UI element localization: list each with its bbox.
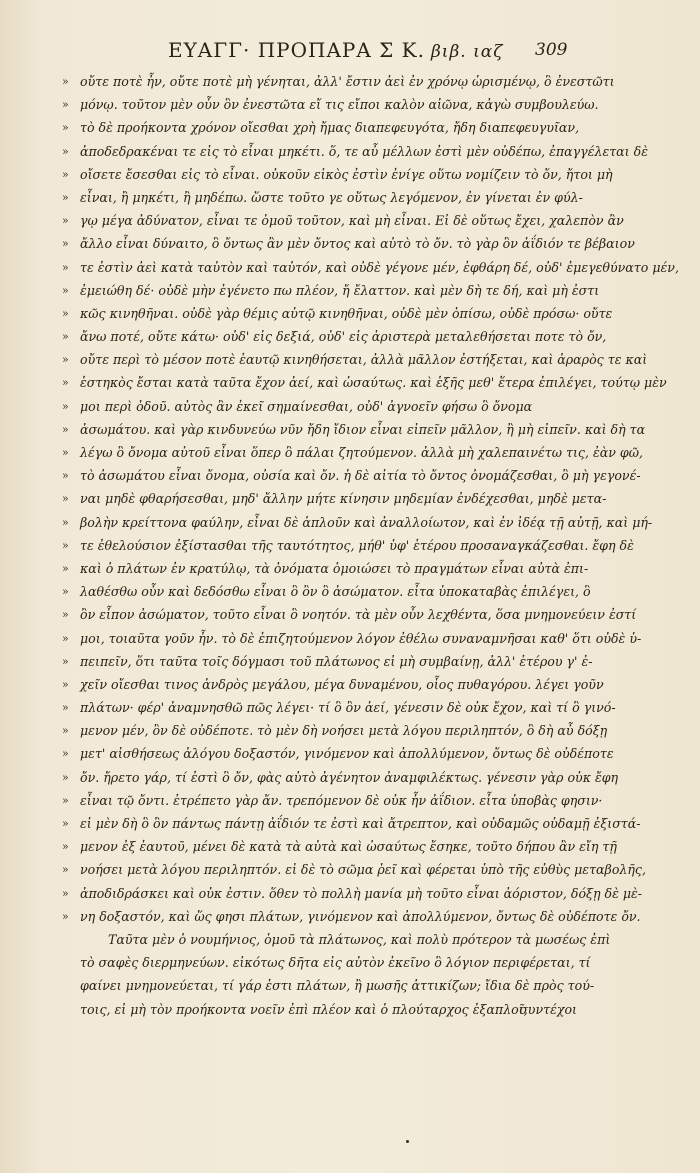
- quote-mark: »: [62, 515, 69, 529]
- text-line: [62, 93, 599, 116]
- text-line: [62, 696, 616, 719]
- text-line: [62, 650, 593, 673]
- line-text: γῳ μέγα ἀδύνατον, εἶναι τε ὁμοῦ τοῦτον, καὶ μὴ εἶναι. Εἰ δὲ οὕτως ἔχει, χαλεπὸν ἂν: [80, 213, 624, 229]
- quote-mark: »: [62, 353, 69, 367]
- quote-mark: »: [62, 75, 69, 88]
- line-text: ἑστηκὸς ἔσται κατὰ ταῦτα ἔχον ἀεί, καὶ ὡσαύτως. καὶ ἑξῆς μεθ' ἕτερα ἐπιλέγει, τούτῳ μὲν: [80, 375, 667, 391]
- quote-mark: »: [62, 677, 69, 691]
- line-text: ἀποδεδρακέναι τε εἰς τὸ εἶναι μηκέτι. ὅ, τε αὖ μέλλων ἐστὶ μὲν οὐδέπω, ἐπαγγέλεται δὲ: [80, 143, 648, 159]
- text-line: [62, 557, 589, 580]
- text-line: [62, 766, 619, 789]
- text-line: [62, 511, 653, 534]
- quote-mark: »: [62, 585, 69, 599]
- line-text: ἀσωμάτου. καὶ γὰρ κινδυνεύω νῦν ἤδη ἴδιον εἶναι εἰπεῖν μᾶλλον, ἢ μὴ εἰπεῖν. καὶ δὴ τα: [80, 421, 646, 437]
- line-text: χεῖν οἴεσθαι τινος ἀνδρὸς μεγάλου, μέγα δυναμένου, οἷος πυθαγόρου. λέγει γοῦν: [80, 676, 604, 692]
- quote-mark: »: [62, 237, 69, 251]
- text-line: [62, 812, 641, 835]
- line-text: τε ἐθελούσιον ἐξίστασθαι τῆς ταυτότητος, μήθ' ὑφ' ἑτέρου προσαναγκάζεσθαι. ἔφη δὲ: [80, 537, 634, 553]
- line-text: μοι, τοιαῦτα γοῦν ἦν. τὸ δὲ ἐπιζητούμενον λόγον ἐθέλω συναναμνῆσαι καθ' ὅτι οὐδὲ ὑ-: [80, 630, 642, 646]
- text-line: [62, 905, 641, 928]
- quote-mark: »: [62, 793, 69, 807]
- quote-mark: »: [62, 492, 69, 506]
- text-line: [62, 882, 643, 905]
- quote-mark: »: [62, 701, 69, 715]
- text-line: [62, 627, 642, 650]
- line-text: τε ἐστὶν ἀεὶ κατὰ ταὐτὸν καὶ ταὐτόν, καὶ οὐδὲ γέγονε μέν, ἐφθάρη δέ, οὐδ' ἐμεγεθύνατο μέν,: [80, 259, 679, 275]
- line-text: εἶναι τῷ ὄντι. ἐτρέπετο γὰρ ἄν. τρεπόμενον δὲ οὐκ ἦν ἀΐδιον. εἶτα ὑποβὰς φησιν·: [80, 792, 603, 808]
- line-text: οὔτε περὶ τὸ μέσον ποτὲ ἑαυτῷ κινηθήσεται, ἀλλὰ μᾶλλον ἐστήξεται, καὶ ἀραρὸς τε καὶ: [80, 352, 648, 368]
- text-line: [62, 256, 679, 279]
- text-line: [62, 464, 641, 487]
- quote-mark: »: [62, 283, 69, 297]
- text-line: [62, 395, 577, 418]
- line-text: τοις, εἰ μὴ τὸν προήκοντα νοεῖν ἐπὶ πλέον καὶ ὁ πλούταρχος ἐξαπλοῖ,: [80, 1001, 528, 1017]
- line-text: ναι μηδὲ φθαρήσεσθαι, μηδ' ἄλλην μήτε κίνησιν μηδεμίαν ἐνδέχεσθαι, μηδὲ μετα-: [80, 491, 607, 507]
- line-text: τὸ δὲ προήκοντα χρόνον οἴεσθαι χρὴ ἤμας διαπεφευγότα, ἤδη διαπεφευγυῖαν,: [80, 120, 580, 136]
- text-line: [62, 719, 608, 742]
- text-block: [62, 70, 679, 1021]
- quote-mark: »: [62, 399, 69, 413]
- quote-mark: »: [62, 422, 69, 436]
- quote-mark: »: [62, 561, 69, 575]
- running-title-text: ΕΥΑΓΓ· ΠΡΟΠΑΡΑ Σ Κ.: [168, 38, 425, 62]
- text-line: [62, 325, 607, 348]
- line-text: βολὴν κρείττονα φαύλην, εἶναι δὲ ἁπλοῦν καὶ ἀναλλοίωτον, καὶ ἐν ἰδέᾳ τῇ αὐτῇ, καὶ μή-: [80, 514, 653, 530]
- quote-mark: »: [62, 190, 69, 204]
- text-line: [62, 302, 613, 325]
- line-text: πλάτων· φέρ' ἀναμνησθῶ πῶς λέγει· τί ὃ ὂν ἀεί, γένεσιν δὲ οὐκ ἔχον, καὶ τί ὃ γινό-: [80, 700, 616, 716]
- line-text: ὄν. ἤρετο γάρ, τί ἐστὶ ὃ ὄν, φὰς αὐτὸ ἀγένητον ἀναμφιλέκτως. γένεσιν γὰρ οὐκ ἔφη: [80, 769, 619, 785]
- text-line: [62, 279, 600, 302]
- quote-mark: »: [62, 214, 69, 228]
- text-line: [62, 742, 614, 765]
- quote-mark: »: [62, 770, 69, 784]
- text-line: [62, 418, 646, 441]
- text-line: [62, 140, 648, 163]
- quote-mark: »: [62, 306, 69, 320]
- quote-mark: »: [62, 330, 69, 344]
- text-line: [62, 835, 617, 858]
- text-line: [62, 371, 667, 394]
- book-number: βιβ. ιαζ: [430, 42, 504, 62]
- running-head: [0, 36, 700, 66]
- quote-mark: »: [62, 817, 69, 830]
- line-text: τὸ σαφὲς διερμηνεύων. εἰκότως δῆτα εἰς αὐτὸν ἐκεῖνο ὃ λόγιον περιφέρεται, τί: [80, 955, 591, 971]
- quote-mark: »: [62, 538, 69, 552]
- line-text: μενον ἐξ ἑαυτοῦ, μένει δὲ κατὰ τὰ αὐτὰ καὶ ὡσαύτως ἔσηκε, τοῦτο δήπου ἂν εἴη τῇ: [80, 839, 617, 855]
- line-text: μόνῳ. τοῦτον μὲν οὖν ὃν ἐνεστῶτα εἴ τις εἴποι καλὸν αἰῶνα, κἀγὼ συμβουλεύω.: [80, 97, 599, 113]
- text-line: [62, 116, 580, 139]
- text-line: [62, 70, 615, 93]
- text-line: [62, 186, 583, 209]
- text-line: [62, 603, 637, 626]
- line-text: νοήσει μετὰ λόγου περιληπτόν. εἰ δὲ τὸ σῶμα ῥεῖ καὶ φέρεται ὑπὸ τῆς εὐθὺς μεταβολῆς,: [80, 862, 646, 878]
- text-line: [62, 580, 591, 603]
- line-text: λαθέσθω οὖν καὶ δεδόσθω εἶναι ὃ ὂν ὃ ἀσώματον. εἶτα ὑποκαταβὰς ἐπιλέγει, ὃ: [80, 584, 591, 600]
- line-text: κῶς κινηθῆναι. οὐδὲ γὰρ θέμις αὐτῷ κινηθῆναι, οὐδὲ μὲν ὀπίσω, οὐδὲ πρόσω· οὔτε: [80, 305, 613, 321]
- catchword: συντέχοι: [519, 1001, 577, 1017]
- quote-mark: »: [62, 376, 69, 390]
- quote-mark: »: [62, 260, 69, 274]
- text-line: [62, 348, 648, 371]
- quote-mark: »: [62, 863, 69, 877]
- text-line: [62, 441, 643, 464]
- quote-mark: »: [62, 121, 69, 135]
- quote-mark: »: [62, 840, 69, 854]
- running-title: [168, 38, 503, 62]
- text-line: [62, 487, 607, 510]
- text-line: [62, 163, 613, 186]
- quote-mark: »: [62, 144, 69, 158]
- line-text: ἄνω ποτέ, οὔτε κάτω· οὐδ' εἰς δεξιά, οὐδ' εἰς ἀριστερὰ μεταλεθήσεται ποτε τὸ ὄν,: [80, 329, 607, 345]
- text-line: [62, 928, 611, 951]
- quote-mark: »: [62, 886, 69, 900]
- line-text: μοι περὶ ὁδοῦ. αὐτὸς ἂν ἐκεῖ σημαίνεσθαι, οὐδ' ἀγνοεῖν φήσω ὃ ὄνομα: [80, 398, 533, 414]
- page-number: 309: [535, 40, 568, 60]
- line-text: μετ' αἰσθήσεως ἀλόγου δοξαστόν, γινόμενον καὶ ἀπολλύμενον, ὄντως δὲ οὐδέποτε: [80, 746, 614, 762]
- quote-mark: »: [62, 167, 69, 181]
- ink-speck: [406, 1140, 409, 1143]
- line-text: ἀποδιδράσκει καὶ οὐκ ἐστιν. ὅθεν τὸ πολλὴ μανία μὴ τοῦτο εἶναι ἀόριστον, δόξῃ δὲ μὲ-: [80, 885, 643, 901]
- line-text: Ταῦτα μὲν ὁ νουμήνιος, ὁμοῦ τὰ πλάτωνος, καὶ πολὺ πρότερον τὰ μωσέως ἐπὶ: [108, 931, 611, 947]
- line-text: εἶναι, ἢ μηκέτι, ἢ μηδέπω. ὥστε τοῦτο γε οὕτως λεγόμενον, ἐν γίνεται ἐν φύλ-: [80, 189, 583, 205]
- line-text: νη δοξαστόν, καὶ ὥς φησι πλάτων, γινόμενον καὶ ἀπολλύμενον, ὄντως δὲ οὐδέποτε ὄν.: [80, 908, 641, 924]
- line-text: φαίνει μνημονεύεται, τί γάρ ἐστι πλάτων, ἢ μωσῆς ἀττικίζων; ἴδια δὲ πρὸς τού-: [80, 978, 595, 994]
- text-line: [62, 951, 591, 974]
- quote-mark: »: [62, 747, 69, 761]
- quote-mark: »: [62, 724, 69, 738]
- line-text: οἴσετε ἔσεσθαι εἰς τὸ εἶναι. οὐκοῦν εἰκὸς ἐστὶν ἐνίγε οὕτω νομίζειν τὸ ὄν, ἤτοι μὴ: [80, 166, 613, 182]
- quote-mark: »: [62, 446, 69, 459]
- text-line: [62, 974, 595, 997]
- line-text: λέγω ὃ ὄνομα αὐτοῦ εἶναι ὅπερ ὃ πάλαι ζητούμενον. ἀλλὰ μὴ χαλεπαινέτω τις, ἐὰν φῶ,: [80, 445, 643, 460]
- quote-mark: »: [62, 98, 69, 112]
- line-text: ἄλλο εἶναι δύναιτο, ὃ ὄντως ἂν μὲν ὄντος καὶ αὐτὸ τὸ ὄν. τὸ γὰρ ὂν ἀΐδιόν τε βέβαιον: [80, 236, 635, 252]
- quote-mark: »: [62, 631, 69, 645]
- text-line: [62, 998, 577, 1021]
- text-line: [62, 858, 646, 881]
- line-text: μενον μέν, ὂν δὲ οὐδέποτε. τὸ μὲν δὴ νοήσει μετὰ λόγου περιληπτόν, ὃ δὴ αὖ δόξῃ: [80, 723, 608, 739]
- text-line: [62, 789, 603, 812]
- line-text: ἐμειώθη δέ· οὐδὲ μὴν ἐγένετο πω πλέον, ἤ ἔλαττον. καὶ μὲν δὴ τε δή, καὶ μὴ ἐστι: [80, 282, 600, 298]
- quote-mark: »: [62, 909, 69, 923]
- text-line: [62, 232, 635, 255]
- line-text: καὶ ὁ πλάτων ἐν κρατύλῳ, τὰ ὀνόματα ὁμοιώσει τὸ πραγμάτων εἶναι αὐτὰ ἐπι-: [80, 560, 589, 576]
- line-text: εἰ μὲν δὴ ὃ ὂν πάντως πάντῃ ἀΐδιόν τε ἐστὶ καὶ ἄτρεπτον, καὶ οὐδαμῶς οὐδαμῇ ἐξιστά-: [80, 816, 641, 831]
- text-line: [62, 534, 634, 557]
- line-text: ὂν εἶπον ἀσώματον, τοῦτο εἶναι ὃ νοητόν. τὰ μὲν οὖν λεχθέντα, ὅσα μνημονεύειν ἐστί: [80, 607, 637, 623]
- line-text: τὸ ἀσωμάτου εἶναι ὄνομα, οὐσία καὶ ὄν. ἡ δὲ αἰτία τὸ ὄντος ὀνομάζεσθαι, ὃ μὴ γεγονέ-: [80, 468, 641, 484]
- quote-mark: »: [62, 469, 69, 483]
- line-text: πειπεῖν, ὅτι ταῦτα τοῖς δόγμασι τοῦ πλάτωνος εἰ μὴ συμβαίνῃ, ἀλλ' ἑτέρου γ' ἐ-: [80, 653, 593, 669]
- quote-mark: »: [62, 608, 69, 622]
- text-line: [62, 673, 604, 696]
- quote-mark: »: [62, 654, 69, 668]
- line-text: οὔτε ποτὲ ἦν, οὔτε ποτὲ μὴ γένηται, ἀλλ' ἔστιν ἀεὶ ἐν χρόνῳ ὡρισμένῳ, ὃ ἐνεστῶτι: [80, 74, 615, 89]
- text-line: [62, 209, 624, 232]
